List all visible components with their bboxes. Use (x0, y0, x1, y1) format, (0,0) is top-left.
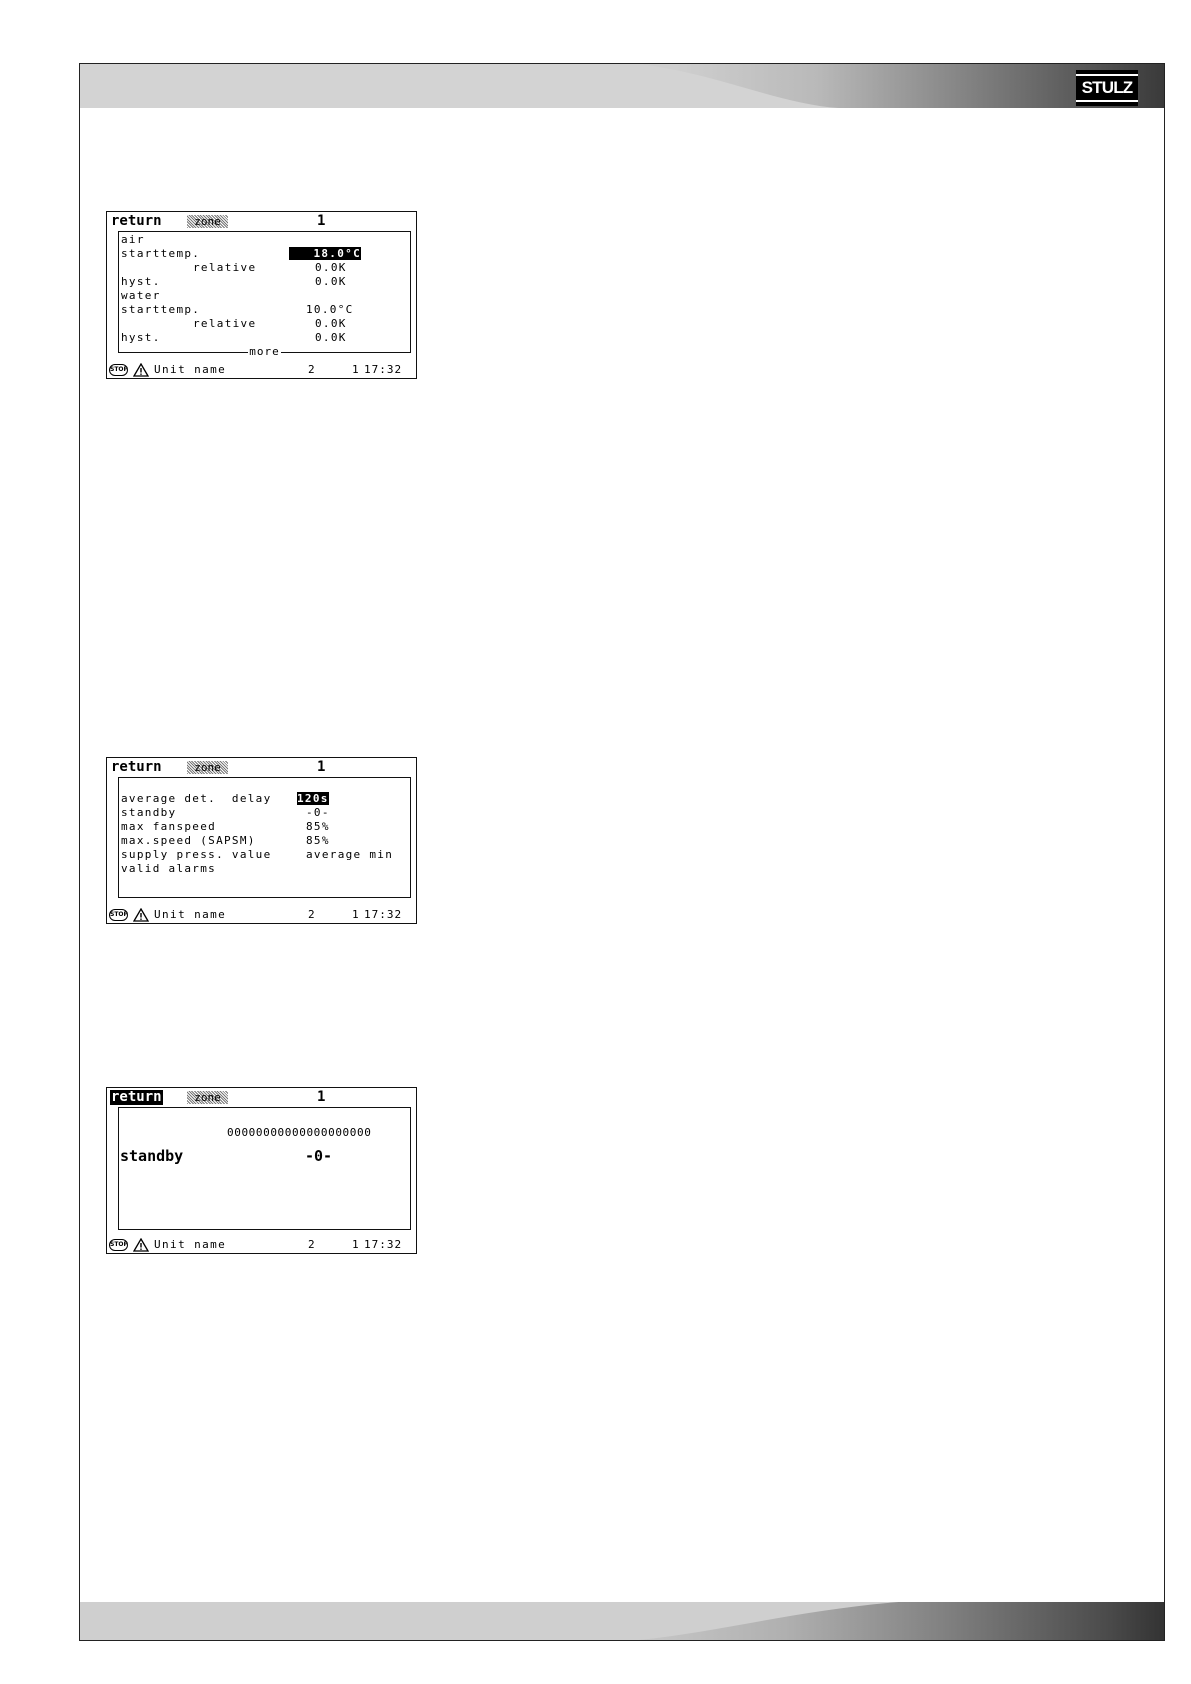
row-value[interactable]: 0.0K (315, 275, 347, 288)
stop-icon: STOP (109, 364, 128, 376)
page-number: 1 (317, 759, 326, 775)
lcd-title-selected[interactable]: return (111, 1089, 162, 1105)
unit-number: 2 (308, 363, 315, 376)
row-label: starttemp. (121, 247, 201, 260)
warning-icon (133, 1238, 149, 1252)
lcd-screen-startpoints (106, 211, 417, 379)
row-label: standby (121, 806, 177, 819)
page-number: 1 (317, 1089, 326, 1105)
slot-number: 1 (352, 1238, 359, 1251)
row-value[interactable]: 0.0K (315, 261, 347, 274)
clock-time: 17:32 (364, 1238, 403, 1251)
row-label: relative (193, 261, 257, 274)
row-value[interactable]: 85% (306, 820, 330, 833)
stop-icon: STOP (109, 1239, 128, 1251)
row-label: max fanspeed (121, 820, 217, 833)
row-value[interactable]: 10.0°C (306, 303, 354, 316)
unit-name: Unit name (154, 1238, 227, 1251)
lcd-title-row (109, 213, 414, 231)
slot-number: 1 (352, 908, 359, 921)
unit-number: 2 (308, 908, 315, 921)
row-value[interactable]: -0- (306, 806, 330, 819)
lcd-status-bar (109, 1238, 414, 1252)
lcd-title-row (109, 759, 414, 777)
stulz-logo (1076, 70, 1138, 106)
standby-value[interactable]: -0- (305, 1147, 333, 1165)
row-value-selected[interactable]: 120s (297, 792, 329, 805)
row-label: hyst. (121, 331, 161, 344)
page-number: 1 (317, 213, 326, 229)
row-label: supply press. value (121, 848, 272, 861)
warning-icon (133, 908, 149, 922)
zone-indicator: zone (187, 1091, 228, 1104)
row-value[interactable]: average min (306, 848, 394, 861)
header-band (80, 64, 1164, 108)
row-value[interactable]: 0.0K (315, 331, 347, 344)
row-value-selected[interactable]: 18.0°C (289, 247, 361, 260)
row-value[interactable]: 0.0K (315, 317, 347, 330)
clock-time: 17:32 (364, 908, 403, 921)
clock-time: 17:32 (364, 363, 403, 376)
lcd-status-bar (109, 908, 414, 922)
unit-name: Unit name (154, 363, 227, 376)
row-label: starttemp. (121, 303, 201, 316)
logo-text: STULZ (1081, 78, 1133, 97)
lcd-content-box (118, 1107, 411, 1230)
row-label: water (121, 289, 161, 302)
footer-wave-decoration (80, 1602, 1164, 1640)
zone-indicator: zone (187, 761, 228, 774)
footer-band (80, 1602, 1164, 1640)
row-label: air (121, 233, 145, 246)
row-label: relative (193, 317, 257, 330)
lcd-content-box (118, 777, 411, 898)
lcd-screen-settings (106, 757, 417, 924)
stop-icon: STOP (109, 909, 128, 921)
lcd-content-box (118, 231, 411, 358)
slot-number: 1 (352, 363, 359, 376)
lcd-status-bar (109, 363, 414, 377)
unit-number: 2 (308, 1238, 315, 1251)
lcd-screen-standby (106, 1087, 417, 1254)
row-value[interactable]: 85% (306, 834, 330, 847)
unit-name: Unit name (154, 908, 227, 921)
row-label: hyst. (121, 275, 161, 288)
more-indicator: more (249, 345, 280, 358)
lcd-title: return (111, 759, 162, 775)
warning-icon (133, 363, 149, 377)
lcd-title-row (109, 1089, 414, 1107)
row-label: average det. delay (121, 792, 272, 805)
row-label: valid alarms (121, 862, 217, 875)
standby-bitmap: 00000000000000000000 (227, 1126, 372, 1139)
header-wave-decoration (80, 64, 1164, 108)
zone-indicator: zone (187, 215, 228, 228)
row-label: max.speed (SAPSM) (121, 834, 256, 847)
lcd-title: return (111, 213, 162, 229)
standby-label: standby (120, 1147, 184, 1165)
